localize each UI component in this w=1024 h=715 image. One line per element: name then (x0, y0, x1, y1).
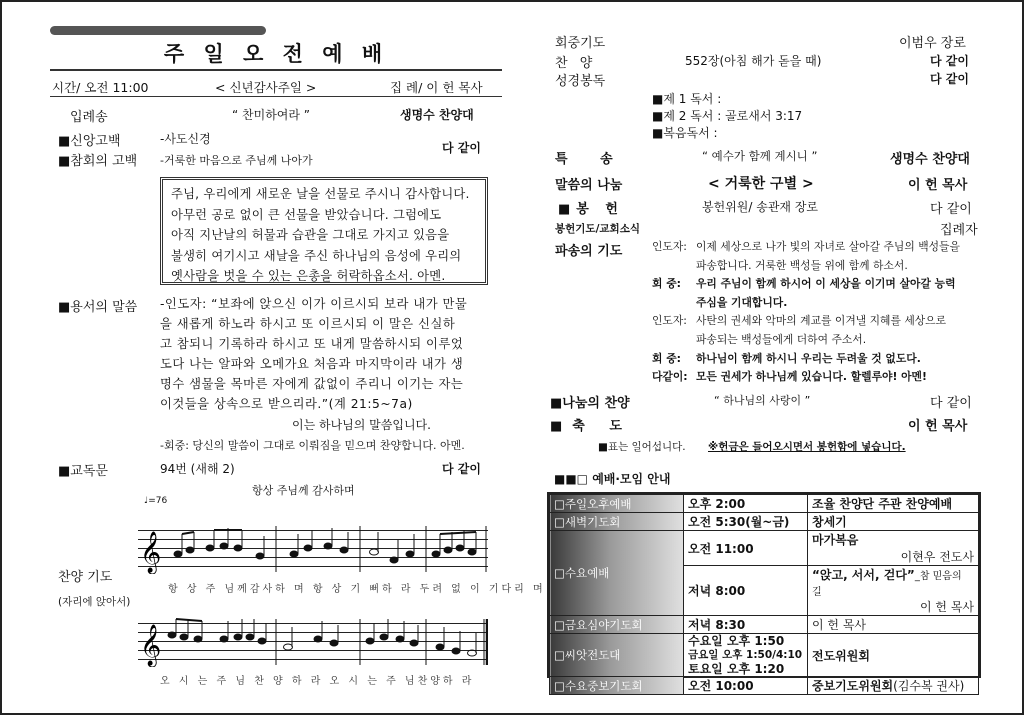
pardon-line: 고 참되니 기록하라 하시고 또 내게 말씀하시되 이루었 (160, 337, 464, 351)
introit-song: “ 찬미하여라 ” (232, 108, 311, 122)
response-line: -회중: 당신의 말씀이 그대로 이뤄짐을 믿으며 찬양합니다. 아멘. (160, 439, 465, 452)
schedule-time: 저녁 8:00 (684, 566, 808, 616)
table-row (550, 531, 979, 566)
lyrics-line-1: 항 상 주 님께감사하 며 항 상 기 뻐하 라 두려 없 이 기다리 며 (168, 584, 546, 595)
schedule-time: 오전 5:30(월~금) (684, 513, 808, 531)
officiant: 집 례/ 이 헌 목사 (390, 80, 483, 95)
anthem-by: 생명수 찬양대 (890, 152, 970, 167)
scripture-label: 성경봉독 (555, 74, 606, 89)
music-staff-2 (138, 617, 488, 667)
note-offering: ※헌금은 들어오시면서 봉헌함에 넣습니다. (708, 441, 906, 453)
sending-line: 회 중: 우리 주님이 함께 하시어 이 세상을 이기며 살아갈 능력 (652, 277, 956, 291)
creed-label: ■신앙고백 (58, 134, 121, 149)
schedule-name: □새벽기도회 (550, 513, 684, 531)
music-notes-1 (138, 524, 488, 574)
schedule-desc (808, 531, 979, 566)
sending-line: 주심을 기대합니다. (696, 295, 788, 309)
schedule-desc: 중보기도위원회(김수복 권사) (808, 677, 979, 695)
pardon-text (160, 294, 490, 414)
pardon-line: 을 새롭게 하노라 하시고 또 이르시되 이 말은 신실하 (160, 317, 456, 331)
note-stand: ■표는 일어섭니다. (598, 441, 686, 453)
svg-text:𝄞: 𝄞 (140, 625, 162, 666)
prayer-label: 회중기도 (555, 36, 606, 51)
all-together-2: 다 같이 (442, 462, 481, 476)
svg-text:𝄞: 𝄞 (140, 532, 162, 573)
sending-prayer (652, 238, 982, 387)
pardon-closing: 이는 하나님의 말씀입니다. (292, 418, 431, 432)
table-row (550, 634, 979, 677)
closing-hymn-label: ■나눔의 찬양 (550, 396, 630, 411)
schedule-name: □금요심야기도회 (550, 616, 684, 634)
anthem-song: “ 예수가 함께 계시니 ” (702, 149, 818, 163)
table-row (550, 495, 979, 513)
sending-line: 회 중: 하나님이 함께 하시니 우리는 두려울 것 없도다. (652, 351, 921, 365)
offering-label: ■봉 헌 (558, 202, 624, 217)
sending-line: 인도자: 사탄의 권세와 악마의 계교를 이겨낼 지혜를 세상으로 (652, 314, 947, 328)
schedule-desc-main: 마가복음 (812, 533, 859, 547)
header-bar (50, 26, 266, 35)
service-info-line (50, 73, 502, 97)
prayer-line: 아직 지난날의 허물과 습관을 그대로 가지고 있음을 (171, 228, 450, 242)
sermon-by: 이 헌 목사 (908, 178, 968, 193)
reading-label: ■교독문 (58, 464, 108, 479)
pardon-line: 이것들을 상속으로 받으리라.”(계 21:5~7a) (160, 397, 413, 411)
closing-hymn-by: 다 같이 (930, 396, 972, 411)
schedule-name: □주일오후예배 (550, 495, 684, 513)
prayer-line: 아무런 공로 없이 큰 선물을 받았습니다. 그럼에도 (171, 207, 442, 222)
benediction-by: 이 헌 목사 (908, 419, 968, 434)
anthem-label: 특 송 (555, 152, 627, 167)
prayer-line: 불생히 여기시고 새날을 주신 하나님의 음성에 우리의 (171, 248, 462, 263)
schedule-desc: 이 헌 목사 (808, 616, 979, 634)
schedule-name: □수요중보기도회 (550, 677, 684, 695)
hymn-label-right: 찬 양 (555, 56, 597, 71)
reading-1: ■제 1 독서 : (652, 92, 722, 106)
pardon-line: 명수 샘물을 목마른 자에게 값없이 주리니 이기는 자는 (160, 377, 464, 391)
schedule-name: □씨앗전도대 (550, 634, 684, 677)
schedule-table (547, 492, 981, 693)
prayer-by: 이범우 장로 (899, 36, 966, 51)
offering-by: 다 같이 (930, 202, 972, 217)
schedule-time: 수요일 오후 1:50 금요일 오후 1:50/4:10 토요일 오후 1:20 (684, 634, 808, 677)
pardon-line: -인도자: “보좌에 앉으신 이가 이르시되 보라 내가 만물 (160, 297, 468, 311)
schedule-time: 오전 10:00 (684, 677, 808, 695)
offering-value: 봉헌위원/ 송관재 장로 (702, 200, 819, 214)
service-time: 시간/ 오전 11:00 (52, 80, 149, 95)
offering-prayer-by: 집례자 (940, 223, 978, 238)
schedule-desc: 전도위원회 (808, 634, 979, 677)
schedule-desc-sub: 이현우 전도사 (900, 550, 974, 564)
scripture-by: 다 같이 (930, 72, 969, 86)
prayer-line: 주님, 우리에게 새로운 날을 선물로 주시니 감사합니다. (171, 187, 470, 201)
music-staff-1 (138, 524, 488, 574)
schedule-desc-sub: 이 헌 목사 (920, 600, 974, 614)
reading-value: 94번 (새해 2) (160, 462, 235, 476)
lyrics-line-2: 오 시 는 주 님 찬 양 하 라 오 시 는 주 님찬양하 라 (160, 676, 475, 687)
hymn-value-right: 552장(아침 해가 돋을 때) (685, 54, 822, 68)
schedule-time: 저녁 8:30 (684, 616, 808, 634)
hymn-title: 항상 주님께 감사하며 (252, 484, 355, 497)
introit-label: 입례송 (70, 110, 108, 125)
schedule-desc: 창세기 (808, 513, 979, 531)
schedule-desc: 조율 찬양단 주관 찬양예배 (808, 495, 979, 513)
table-row (550, 616, 979, 634)
table-row (550, 513, 979, 531)
closing-hymn-song: “ 하나님의 사랑이 ” (714, 394, 811, 407)
special-day: < 신년감사주일 > (215, 80, 317, 95)
benediction-label: ■축 도 (550, 419, 632, 434)
confession-prayer-box (160, 177, 488, 285)
gospel-reading: ■복음독서 : (652, 126, 718, 140)
schedule-title: ■■□ 예배·모임 안내 (554, 472, 671, 486)
reading-2: ■제 2 독서 : 골로새서 3:17 (652, 109, 803, 123)
hymn-note: (자리에 앉아서) (58, 596, 131, 608)
schedule-time: 오전 11:00 (684, 531, 808, 566)
music-notes-2 (138, 617, 488, 667)
confession-label: ■참회의 고백 (58, 154, 138, 169)
schedule-name: □수요예배 (550, 531, 684, 616)
schedule-time: 오후 2:00 (684, 495, 808, 513)
prayer-line: 옛사람을 벗을 수 있는 은총을 허락하옵소서. 아멘. (171, 269, 446, 283)
table-row (550, 677, 979, 695)
hymn-by-right: 다 같이 (930, 54, 969, 68)
pardon-label: ■용서의 말씀 (58, 300, 138, 315)
schedule-desc-main: “앉고, 서서, 걷다”_참 믿음의 길 (812, 568, 962, 598)
creed-value: -사도신경 (160, 132, 211, 146)
tempo: ♩=76 (144, 496, 168, 506)
sending-line: 파송합니다. 거룩한 백성들 위에 함께 하소서. (696, 258, 908, 272)
sending-line: 인도자: 이제 세상으로 나가 빛의 자녀로 살아갈 주님의 백성들을 (652, 240, 960, 253)
pardon-line: 도다 나는 알파와 오메가요 처음과 마지막이라 내가 생 (160, 357, 464, 371)
offering-prayer-label: 봉헌기도/교회소식 (555, 223, 640, 235)
all-together-1: 다 같이 (442, 141, 481, 155)
sermon-label: 말씀의 나눔 (555, 178, 623, 193)
introit-by: 생명수 찬양대 (400, 108, 474, 122)
schedule-desc (808, 566, 979, 616)
sending-line: 파송되는 백성들에게 더하여 주소서. (696, 332, 867, 346)
sending-label: 파송의 기도 (555, 244, 623, 259)
confession-value: -거룩한 마음으로 주님께 나아가 (160, 154, 313, 167)
sermon-title: < 거룩한 구별 > (708, 176, 814, 192)
hymn-label: 찬양 기도 (58, 570, 113, 585)
sending-line: 다같이: 모든 권세가 하나님께 있습니다. 할렐루야! 아멘! (652, 370, 927, 384)
service-title: 주 일 오 전 예 배 (50, 38, 502, 71)
